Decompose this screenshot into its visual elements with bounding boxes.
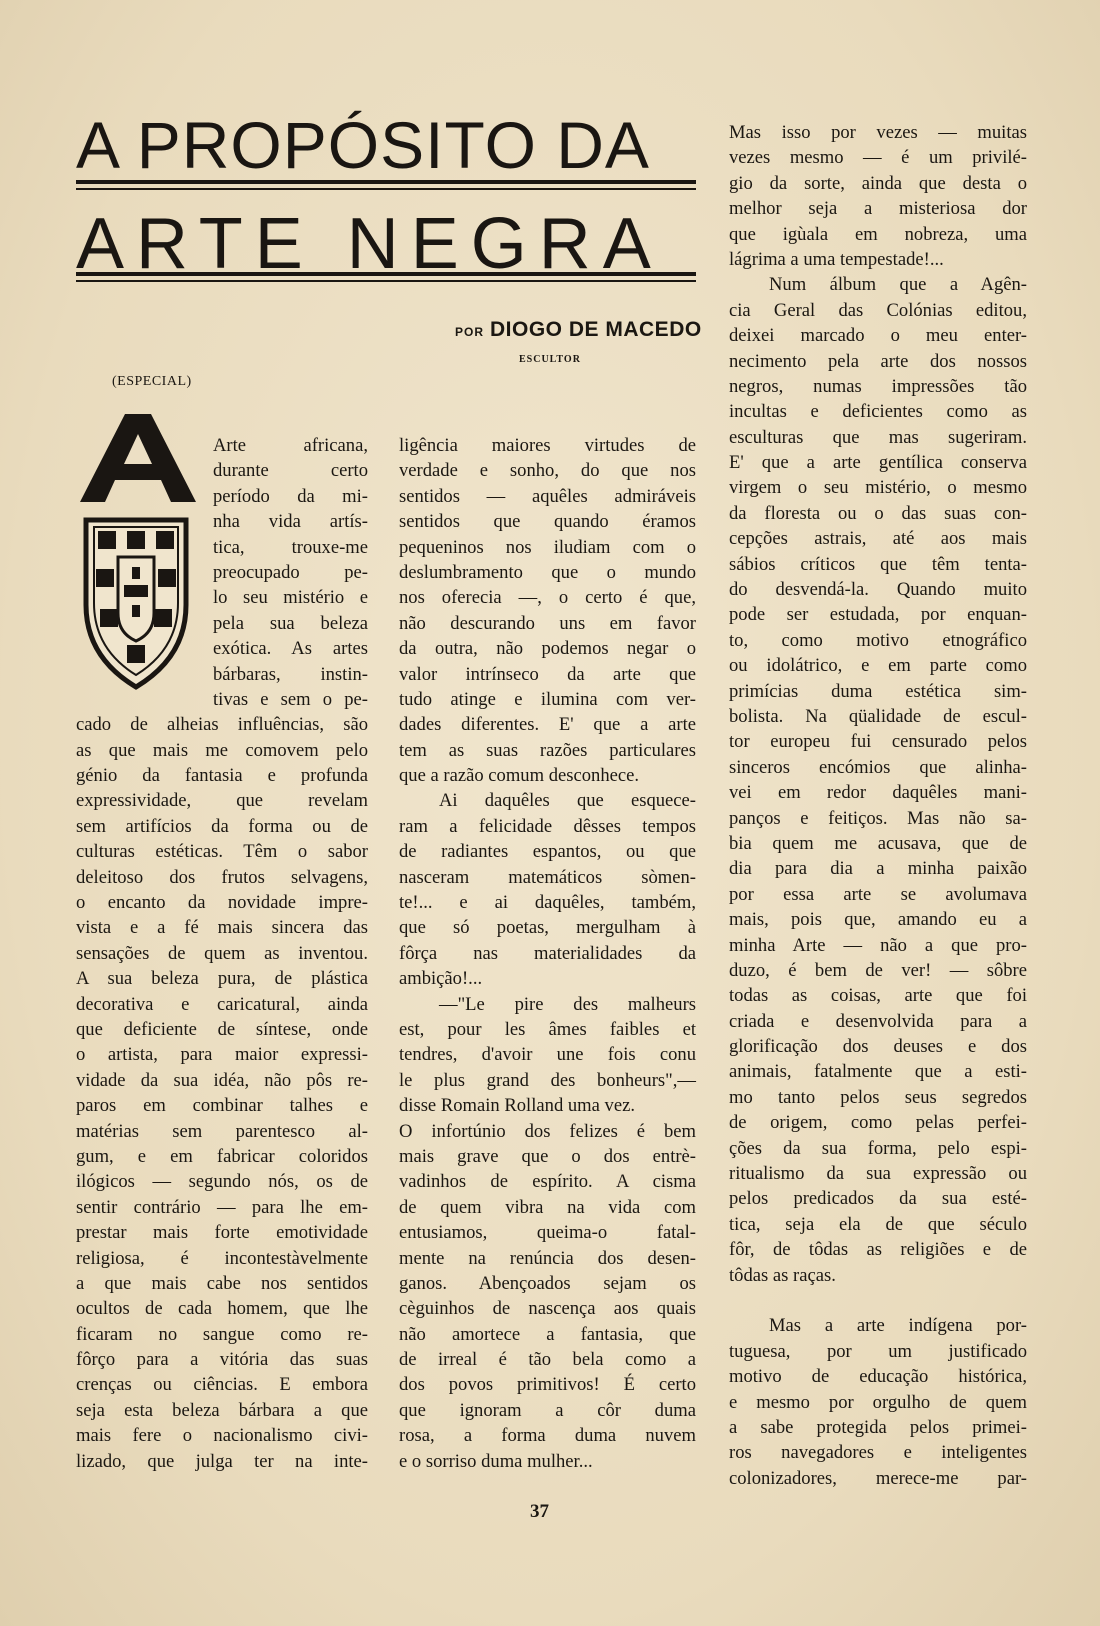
text-column-2 (399, 433, 696, 1474)
text-line: ilógicos — segundo nós, os de (76, 1171, 368, 1193)
text-line: sentidos — aquêles admiráveis (399, 485, 696, 507)
text-line: tôdas as raças. (729, 1264, 836, 1286)
text-line: cepções astrais, até aos mais (729, 528, 1027, 550)
text-line: tendres, d'avoir une fois conu (399, 1044, 696, 1066)
text-line: nos oferecia —, o certo é que, (399, 587, 696, 609)
author-name: DIOGO DE MACEDO (490, 318, 702, 341)
text-line: incultas e deficientes como as (729, 401, 1027, 423)
text-line: culturas estéticas. Têm o sabor (76, 841, 368, 863)
text-line: pelos predicados da sua esté- (729, 1188, 1027, 1210)
text-line: que igùala em nobreza, uma (729, 223, 1027, 245)
text-line: que a razão comum desconhece. (399, 765, 640, 787)
text-line: a que mais cabe nos sentidos (76, 1272, 368, 1294)
text-line: sinceros encómios que alinha- (729, 756, 1027, 778)
text-line: gum, e em fabricar coloridos (76, 1145, 368, 1167)
text-line: as que mais me comovem pelo (76, 739, 368, 761)
text-line: ficaram no sangue como re- (76, 1323, 368, 1345)
text-line: deleitoso dos frutos selvagens, (76, 866, 368, 888)
text-line: fôrça nas materialidades da (399, 942, 696, 964)
text-line: de quem vibra na vida com (399, 1196, 696, 1218)
text-line: seja esta beleza bárbara a que (76, 1399, 368, 1421)
text-line: Arte africana, (213, 435, 368, 456)
text-line: glorificação dos deuses e dos (729, 1036, 1027, 1058)
text-line: O infortúnio dos felizes é bem (399, 1120, 696, 1142)
text-line: tivas e sem o pe- (213, 688, 368, 710)
article-title-line-1: A PROPÓSITO DA (76, 108, 650, 182)
text-line: colonizadores, merece-me par- (729, 1467, 1027, 1489)
text-line: que deficiente de síntese, onde (76, 1018, 368, 1040)
byline-por: POR (455, 325, 485, 339)
text-line: durante certo (213, 460, 368, 482)
text-column-1 (76, 433, 368, 1474)
page-number: 37 (530, 1501, 549, 1522)
author-role: ESCULTOR (519, 354, 581, 365)
text-line: ritualismo da sua expressão ou (729, 1163, 1027, 1185)
text-line: mais fere o nacionalismo civi- (76, 1425, 368, 1447)
text-line: tuguesa, por um justificado (729, 1340, 1027, 1362)
text-line: da floresta ou o das suas con- (729, 502, 1027, 524)
text-line: fôrço para a vitória das suas (76, 1349, 368, 1371)
text-line: minha Arte — não a que pro- (729, 934, 1027, 956)
text-line: panços e feitiços. Mas não sa- (729, 807, 1027, 829)
text-line: rosa, a forma duma nuvem (399, 1425, 696, 1447)
text-line: do desvendá-la. Quando muito (729, 579, 1027, 601)
text-line: gio da sorte, ainda que desta o (729, 172, 1027, 194)
text-line: cado de alheias influências, são (76, 714, 368, 736)
text-line: de irreal é tão bela como a (399, 1349, 696, 1371)
text-line: e mesmo por orgulho de quem (729, 1391, 1027, 1413)
text-line: sentidos que quando éramos (399, 511, 696, 533)
text-line: tem as suas razões particulares (399, 739, 696, 761)
text-line: sem artifícios da forma ou de (76, 815, 368, 837)
text-line: Mas isso por vezes — muitas (729, 122, 1027, 143)
text-line: le plus grand des bonheurs",— (399, 1069, 696, 1091)
text-line: vidade da sua idéa, não pôs re- (76, 1069, 368, 1091)
text-line: te!... e ai daquêles, também, (399, 892, 696, 914)
text-line: to, como motivo etnográfico (729, 629, 1027, 651)
text-line: cia Geral das Colónias editou, (729, 299, 1027, 321)
text-line: nha vida artís- (213, 511, 368, 533)
text-line: fôr, de tôdas as religiões e de (729, 1239, 1027, 1261)
text-line: Mas a arte indígena por- (769, 1315, 1027, 1337)
text-line: sensações de quem as inventou. (76, 942, 368, 964)
text-line: o artista, para maior expressi- (76, 1044, 368, 1066)
text-line: vista e a fé mais sincera das (76, 917, 368, 939)
text-line: religiosa, é incontestàvelmente (76, 1247, 368, 1269)
text-line: ambição!... (399, 968, 483, 990)
text-line: animais, fatalmente que a esti- (729, 1061, 1027, 1083)
text-line: período da mi- (213, 485, 368, 507)
text-line: sábios críticos que têm tenta- (729, 553, 1027, 575)
text-line: de radiantes espantos, ou que (399, 841, 696, 863)
text-line: entusiamos, queima-o fatal- (399, 1222, 696, 1244)
text-line: pequeninos nos iludiam com o (399, 536, 696, 558)
title-rule (76, 272, 696, 276)
text-line: que ignoram a côr duma (399, 1399, 696, 1421)
text-line: virgem o seu mistério, o mesmo (729, 477, 1027, 499)
text-line: paros em combinar talhes e (76, 1095, 368, 1117)
text-line: ocultos de cada homem, que lhe (76, 1298, 368, 1320)
text-line: vezes mesmo — é um privilé- (729, 147, 1027, 169)
text-line: ram a felicidade dêsses tempos (399, 815, 696, 837)
text-line: lizado, que julga ter na inte- (76, 1450, 368, 1472)
text-line: mente na renúncia dos desen- (399, 1247, 696, 1269)
byline (455, 318, 755, 342)
text-line: da outra, não podemos negar o (399, 638, 696, 660)
text-line: disse Romain Rolland uma vez. (399, 1095, 635, 1117)
text-line: deslumbramento que o mundo (399, 561, 696, 583)
text-line: bolista. Na qüalidade de escul- (729, 705, 1027, 727)
text-line: decorativa e caricatural, ainda (76, 993, 368, 1015)
text-line: não amortece a fantasia, que (399, 1323, 696, 1345)
text-line: ganos. Abençoados sejam os (399, 1272, 696, 1294)
text-line: todas as coisas, arte que foi (729, 985, 1027, 1007)
text-line: dos povos primitivos! É certo (399, 1374, 696, 1396)
text-line: ou idolátrico, e em parte como (729, 655, 1027, 677)
text-line: E' que a arte gentílica conserva (729, 452, 1027, 474)
text-line: vadinhos de espírito. A cisma (399, 1171, 696, 1193)
text-line: necimento pela arte dos nossos (729, 350, 1027, 372)
text-line: A sua beleza pura, de plástica (76, 968, 368, 990)
text-line: crenças ou ciências. E embora (76, 1374, 368, 1396)
text-line: prestar mais forte emotividade (76, 1222, 368, 1244)
text-line: a sabe protegida pelos primei- (729, 1416, 1027, 1438)
text-line (729, 1288, 1027, 1313)
text-line: exótica. As artes (213, 638, 368, 660)
text-line: Ai daquêles que esquece- (439, 790, 696, 812)
text-line: duzo, é bem de ver! — sôbre (729, 959, 1027, 981)
text-line: vei em redor daquêles mani- (729, 782, 1027, 804)
text-line: bárbaras, instin- (213, 663, 368, 685)
text-line: lágrima a uma tempestade!... (729, 248, 944, 270)
text-line: ligência maiores virtudes de (399, 435, 696, 456)
text-line: que só poetas, mergulham à (399, 917, 696, 939)
text-line: tor europeu fui censurado pelos (729, 731, 1027, 753)
text-line: mais, pois que, amando eu a (729, 909, 1027, 931)
text-line: sentir contrário — para lhe em- (76, 1196, 368, 1218)
text-line: tica, trouxe-me (213, 536, 368, 558)
text-line: verdade e sonho, do que nos (399, 460, 696, 482)
text-line: negros, numas impressões tão (729, 375, 1027, 397)
text-line: lo seu mistério e (213, 587, 368, 609)
article-title-line-2: ARTE NEGRA (76, 204, 663, 284)
title-rule (76, 188, 696, 190)
text-line: mo tanto pelos seus segredos (729, 1086, 1027, 1108)
text-line: dia para dia a minha paixão (729, 858, 1027, 880)
text-line: motivo de educação histórica, (729, 1366, 1027, 1388)
title-rule (76, 280, 696, 282)
text-line: preocupado pe- (213, 561, 368, 583)
text-line: ros navegadores e inteligentes (729, 1442, 1027, 1464)
text-line: não descurando uns em favor (399, 612, 696, 634)
text-column-3 (729, 120, 1027, 1491)
text-line: o encanto da novidade impre- (76, 892, 368, 914)
text-line: mais grave que o dos entrè- (399, 1145, 696, 1167)
title-rule (76, 180, 696, 184)
text-line: primícias duma estética sim- (729, 680, 1027, 702)
text-line: est, pour les âmes faibles et (399, 1018, 696, 1040)
section-tag: (ESPECIAL) (112, 374, 192, 389)
text-line: criada e desenvolvida para a (729, 1010, 1027, 1032)
text-line: de origem, como pelas perfei- (729, 1112, 1027, 1134)
text-line: por essa arte se avolumava (729, 883, 1027, 905)
text-line: bia quem me acusava, que de (729, 832, 1027, 854)
text-line: Num álbum que a Agên- (769, 274, 1027, 296)
text-line: matérias sem parentesco al- (76, 1120, 368, 1142)
text-line: —"Le pire des malheurs (439, 993, 696, 1015)
text-line: valor intrínseco da arte que (399, 663, 696, 685)
text-line: dades diferentes. E' que a arte (399, 714, 696, 736)
text-line: e o sorriso duma mulher... (399, 1450, 593, 1472)
text-line: génio da fantasia e profunda (76, 765, 368, 787)
text-line: melhor seja a misteriosa dor (729, 198, 1027, 220)
text-line: esculturas que mas sugeriram. (729, 426, 1027, 448)
text-line: cèguinhos de nascença aos quais (399, 1298, 696, 1320)
text-line: pode ser estudada, por enquan- (729, 604, 1027, 626)
text-line: tudo atinge e ilumina com ver- (399, 688, 696, 710)
text-line: deixei marcado o meu enter- (729, 325, 1027, 347)
text-line: tica, seja ela de que século (729, 1213, 1027, 1235)
text-line: pela sua beleza (213, 612, 368, 634)
text-line: nasceram matemáticos sòmen- (399, 866, 696, 888)
text-line: ções da sua forma, pelo espi- (729, 1137, 1027, 1159)
text-line: expressividade, que revelam (76, 790, 368, 812)
